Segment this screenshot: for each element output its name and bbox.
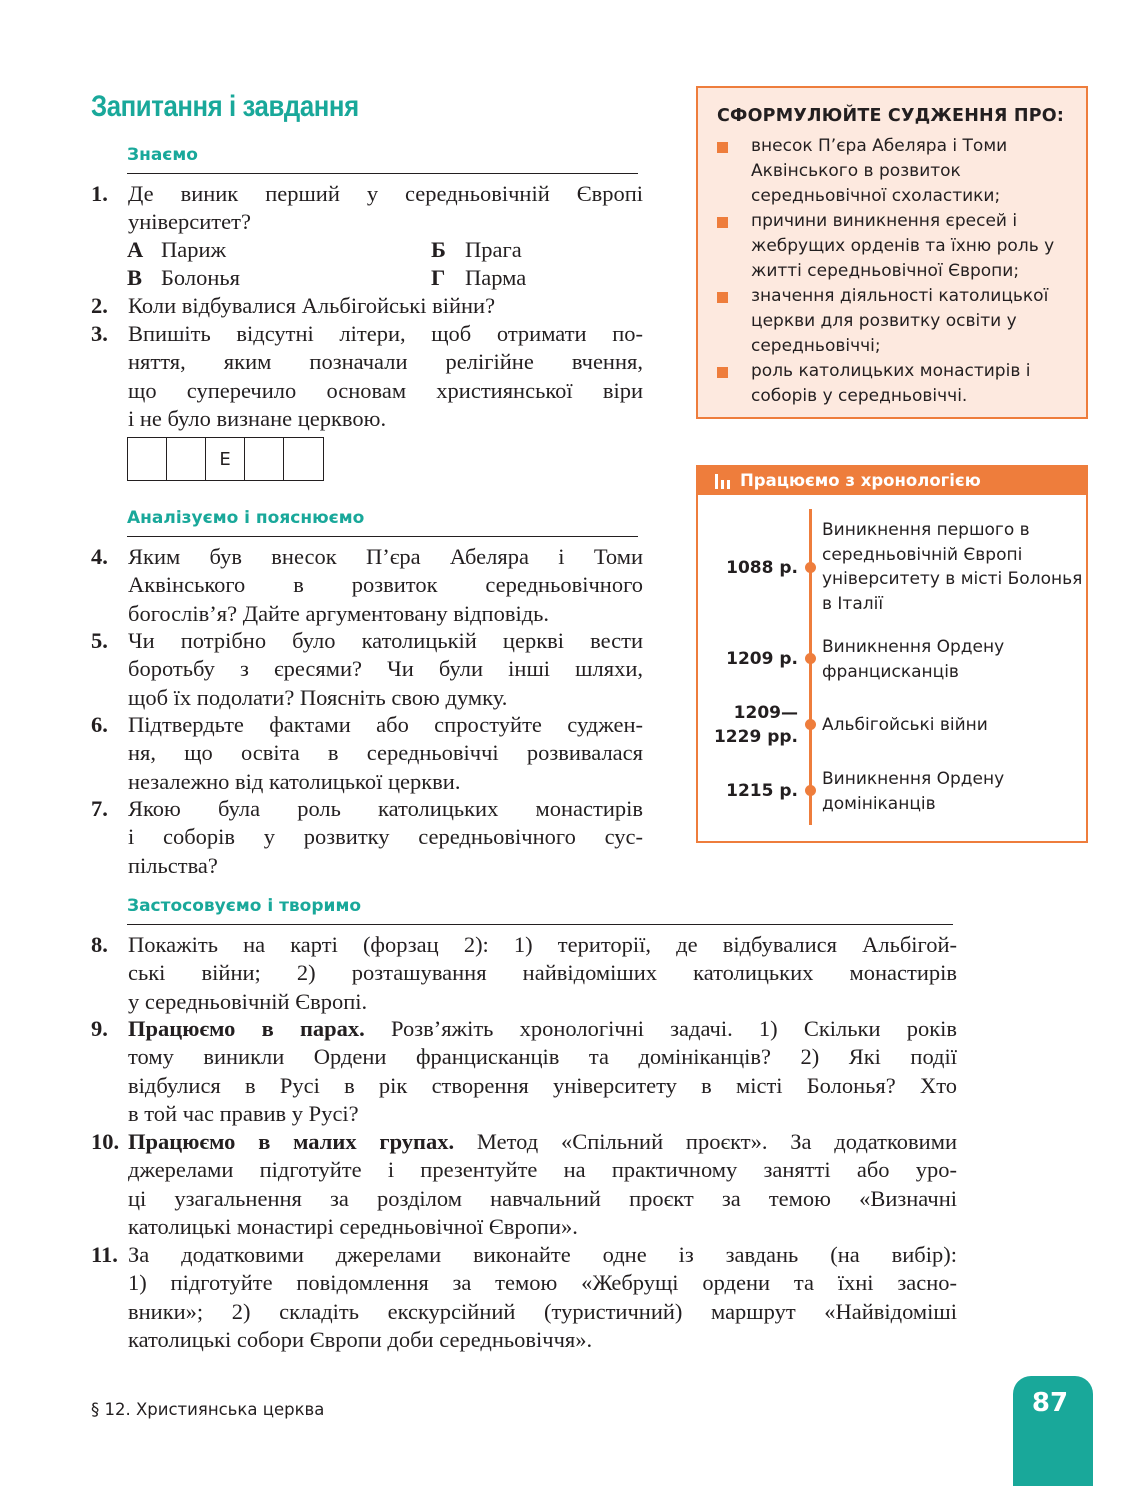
chronology-header (698, 467, 1086, 495)
section-heading-analyze: Аналізуємо і пояснюємо (127, 508, 365, 528)
question-number: 6. (91, 712, 108, 737)
square-bullet-icon (717, 367, 728, 378)
page-title: Запитання і завдання (91, 90, 359, 123)
page-number-tab (1013, 1376, 1093, 1486)
timeline-date (714, 701, 798, 749)
question-text-line: що суперечило основам християнської віри (128, 377, 643, 403)
question-text-line: Де виник перший у середньовічній Європі (128, 181, 643, 206)
timeline-axis (809, 509, 812, 825)
list-item (716, 359, 1076, 409)
question-number: 3. (91, 321, 108, 346)
answer-option-a (127, 236, 226, 264)
answer-option-g (431, 264, 526, 292)
letter-cell[interactable] (245, 438, 284, 480)
section-heading-know: Знаємо (127, 145, 198, 165)
list-item-text: причини виникнення єресей і жебрущих орденів та їхню роль у житті середньовічної Європи; (751, 211, 1055, 281)
question-text-line: пільства? (128, 852, 218, 878)
question-text-line: тому виникли Ордени францисканців та домініканців? 2) Які події (128, 1044, 957, 1070)
question-text-line: Метод «Спільний проєкт». За додатковими (454, 1129, 957, 1154)
answer-option-v (127, 264, 240, 292)
question-text-line: няття, яким позначали релігійне вчення, (128, 349, 643, 375)
question-text-line: в той час правив у Русі? (128, 1100, 359, 1126)
option-text: Болонья (161, 265, 241, 290)
list-item (716, 284, 1076, 359)
judgment-box-title: СФОРМУЛЮЙТЕ СУДЖЕННЯ ПРО: (717, 106, 1065, 126)
timeline-dot (805, 562, 816, 573)
question-text-line: ці узагальнення за розділом навчальний проєкт за темою «Визначні (128, 1185, 957, 1211)
task-type-label: Працюємо в малих групах. (128, 1129, 455, 1154)
question-text-line: джерелами підготуйте і презентуйте на практичному занятті або уро- (128, 1157, 957, 1183)
letter-cell[interactable]: Е (206, 438, 245, 480)
question-text-line: щоб їх подолати? Поясніть свою думку. (128, 684, 508, 710)
list-item-text: внесок П’єра Абеляра і Томи Аквінського в розвиток середньовічної схоластики; (751, 136, 1008, 206)
option-text: Париж (161, 237, 227, 262)
list-item (716, 209, 1076, 284)
question-text-line: Чи потрібно було католицькій церкві вести (128, 628, 643, 653)
square-bullet-icon (717, 292, 728, 303)
question-text-line: За додатковими джерелами виконайте одне із завдань (на вибір): (128, 1242, 957, 1267)
judgment-list (716, 134, 1076, 409)
letter-cell[interactable] (167, 438, 206, 480)
list-item (716, 134, 1076, 209)
option-text: Парма (465, 265, 527, 290)
question-number: 9. (91, 1016, 108, 1041)
timeline-dot (805, 785, 816, 796)
question-text-line: Підтвердьте фактами або спростуйте суджен- (128, 712, 643, 737)
question-text-line: богослів’я? Дайте аргументовану відповідь. (128, 600, 550, 626)
timeline-date: 1209 р. (726, 649, 798, 669)
question-text-line: Аквінського в розвиток середньовічного (128, 572, 643, 598)
page-number: 87 (1031, 1388, 1069, 1418)
question-text-line: ські війни; 2) розташування найвідоміших католицьких монастирів (128, 960, 957, 986)
chronology-title: Працюємо з хронологією (740, 471, 981, 490)
question-number: 4. (91, 544, 108, 569)
question-number: 2. (91, 293, 108, 318)
timeline-date: 1215 р. (726, 781, 798, 801)
list-item-text: значення діяльності католицької церкви для розвитку освіти у середньовіччі; (751, 286, 1049, 356)
judgment-box (696, 86, 1088, 419)
question-text-line: ня, що освіта в середньовіччі розвивалася (128, 740, 643, 766)
question-number: 10. (91, 1129, 120, 1154)
option-letter: А (127, 237, 144, 262)
question-text-line: Покажіть на карті (форзац 2): 1) території, де відбувалися Альбігой- (128, 932, 957, 957)
option-letter: Б (431, 237, 446, 262)
square-bullet-icon (717, 217, 728, 228)
section-divider (127, 173, 638, 174)
question-text-line: Яким був внесок П’єра Абеляра і Томи (128, 544, 643, 569)
question-text-line: Впишіть відсутні літери, щоб отримати по- (128, 321, 643, 346)
question-text-line: і не було визнане церквою. (128, 405, 387, 431)
question-text-line: університет? (128, 209, 251, 235)
timeline-event-text: Виникнення Ордену домініканців (822, 769, 1005, 814)
option-letter: Г (431, 265, 446, 290)
task-type-label: Працюємо в парах. (128, 1016, 365, 1041)
timeline-dot (805, 653, 816, 664)
question-text-line: вники»; 2) складіть екскурсійний (туристичний) маршрут «Найвідоміші (128, 1298, 957, 1324)
square-bullet-icon (717, 142, 728, 153)
question-text-line: боротьбу з єресями? Чи були інші шляхи, (128, 656, 643, 682)
timeline-bars-icon (715, 474, 731, 489)
timeline-date-line: 1229 рр. (713, 727, 798, 747)
question-number: 8. (91, 932, 108, 957)
question-text-line: і соборів у розвитку середньовічного сус- (128, 824, 643, 850)
question-text-line: незалежно від католицької церкви. (128, 768, 461, 794)
question-text-line: 1) підготуйте повідомлення за темою «Жебрущі ордени та їхні засно- (128, 1270, 957, 1296)
question-number: 11. (91, 1242, 118, 1267)
timeline-date: 1088 р. (726, 558, 798, 578)
question-text-line: католицькі собори Європи доби середньовіччя». (128, 1326, 593, 1352)
timeline-event-text: Виникнення першого в середньовічній Європі університету в місті Болонья в Італії (822, 520, 1083, 614)
question-text-line: у середньовічній Європі. (128, 988, 368, 1014)
question-text-line: Коли відбувалися Альбігойські війни? (128, 293, 496, 318)
timeline-event-text: Виникнення Ордену францисканців (822, 637, 1005, 682)
chronology-box (696, 465, 1088, 843)
list-item-text: роль католицьких монастирів і соборів у середньовіччі. (751, 361, 1031, 406)
letter-grid (127, 437, 324, 481)
timeline-dot (805, 719, 816, 730)
question-text-line: Якою була роль католицьких монастирів (128, 796, 643, 821)
section-divider (127, 924, 953, 925)
answer-option-b (431, 236, 522, 264)
timeline-date-line: 1209— (733, 703, 798, 723)
letter-cell[interactable] (284, 438, 323, 480)
question-text-line: відбулися в Русі в рік створення університету в місті Болонья? Хто (128, 1072, 957, 1098)
question-number: 5. (91, 628, 108, 653)
question-text-line: католицькі монастирі середньовічної Європи». (128, 1213, 578, 1239)
question-text-line: Розв’яжіть хронологічні задачі. 1) Скільки років (364, 1016, 957, 1041)
option-letter: В (127, 265, 143, 290)
timeline-event-text: Альбігойські війни (822, 715, 988, 735)
letter-cell[interactable] (128, 438, 167, 480)
section-heading-apply: Застосовуємо і творимо (127, 896, 362, 916)
question-number: 7. (91, 796, 108, 821)
question-number: 1. (91, 181, 108, 206)
option-text: Прага (465, 237, 522, 262)
section-divider (127, 536, 638, 537)
footer-section-title: § 12. Християнська церква (91, 1400, 325, 1419)
